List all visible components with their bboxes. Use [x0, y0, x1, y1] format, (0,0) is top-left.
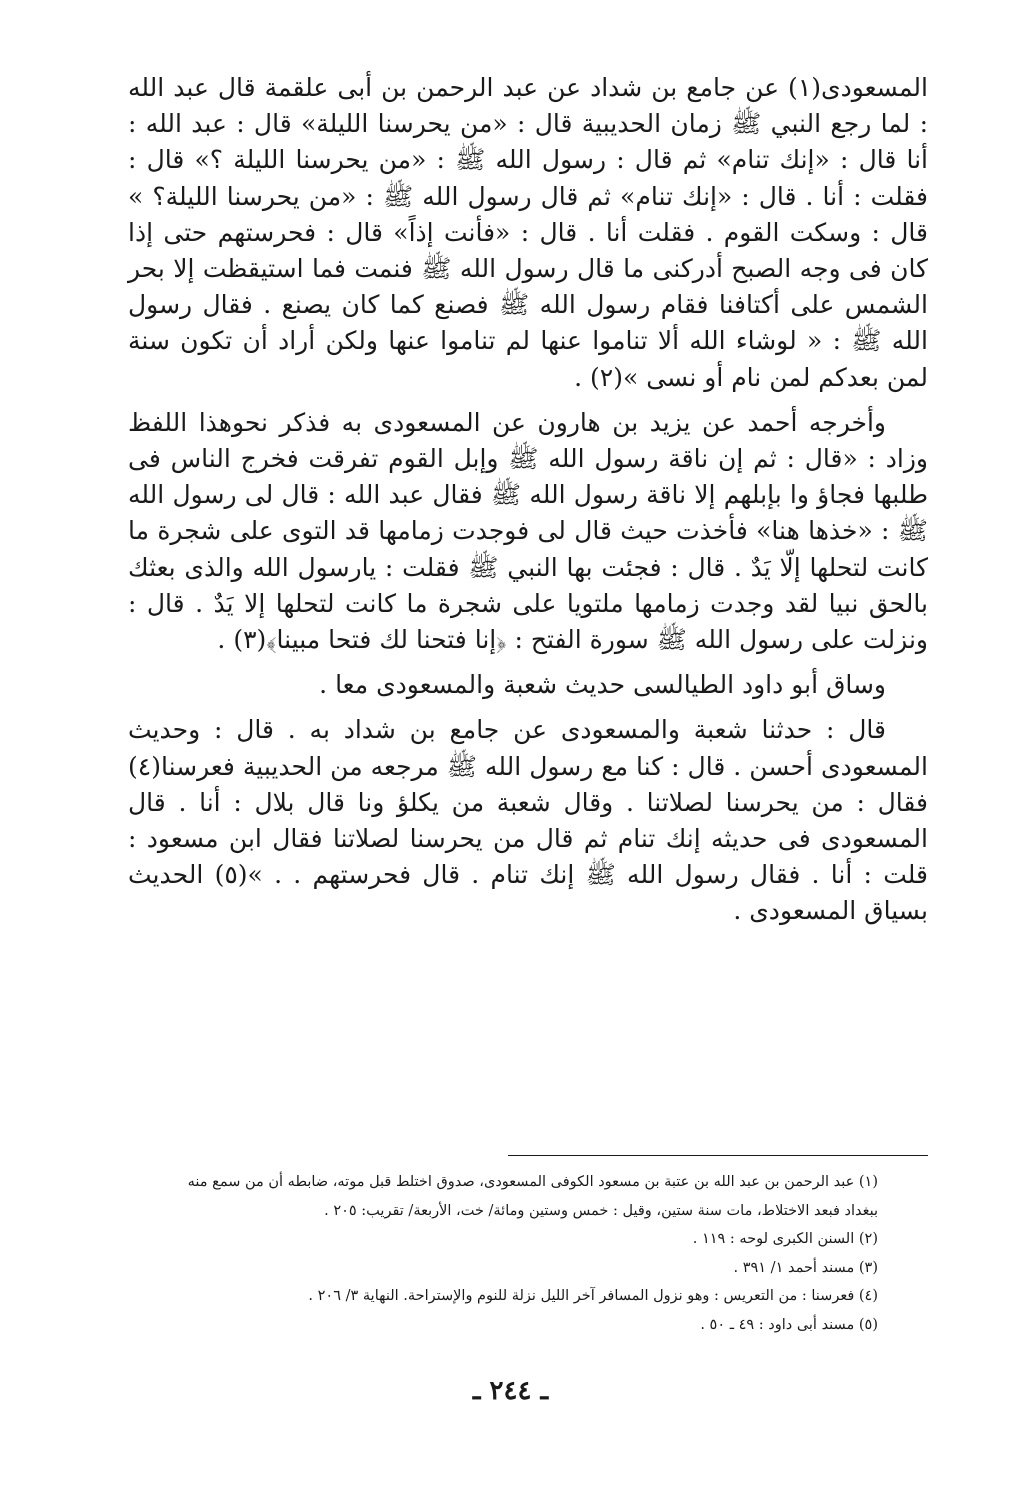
footnote-5: (٥) مسند أبى داود : ٤٩ ـ ٥٠ . [700, 1316, 878, 1333]
paragraph-2: وأخرجه أحمد عن يزيد بن هارون عن المسعودى به فذكر نحوهذا اللفظ وزاد : «قال : ثم إن ناقة رسول الله ﷺ وإبل القوم تفرقت فخرج الناس فى طلبها فجاؤ وا بإبلهم إلا ناقة رسول الله ﷺ فقال عبد الله : قال لى رسول الله ﷺ : «خذها هنا» فأخذت حيث قال لى فوجدت زمامها قد التوى على شجرة ما كانت لتحلها إلّا يَدٌ . قال : فجئت بها النبي ﷺ فقلت : يارسول الله والذى بعثك بالحق نبيا لقد وجدت زمامها ملتويا على شجرة ما كانت لتحلها إلا يَدٌ . قال : ونزلت على رسول الله ﷺ سورة الفتح : ﴿إنا فتحنا لك فتحا مبينا﴾(٣) . [128, 407, 928, 655]
main-text [128, 70, 928, 930]
footnote-divider [508, 1155, 928, 1156]
page-number: ـ ٢٤٤ ـ [472, 1376, 549, 1406]
paragraph-3: وساق أبو داود الطيالسى حديث شعبة والمسعودى معا . [319, 670, 886, 700]
paragraph-1: المسعودى(١) عن جامع بن شداد عن عبد الرحمن بن أبى علقمة قال عبد الله : لما رجع النبي ﷺ زمان الحديبية قال : «من يحرسنا الليلة» قال : عبد الله : أنا قال : «إنك تنام» ثم قال : رسول الله ﷺ : «من يحرسنا الليلة ؟» قال : فقلت : أنا . قال : «إنك تنام» ثم قال رسول الله ﷺ : «من يحرسنا الليلة؟ » قال : وسكت القوم . فقلت أنا . قال : «فأنت إذاً» قال : فحرستهم حتى إذا كان فى وجه الصبح أدركنى ما قال رسول الله ﷺ فنمت فما استيقظت إلا بحر الشمس على أكتافنا فقام رسول الله ﷺ فصنع كما كان يصنع . فقال رسول الله ﷺ : « لوشاء الله ألا تناموا عنها لم تناموا عنها ولكن أراد أن تكون سنة لمن بعدكم لمن نام أو نسى »(٢) . [128, 73, 928, 392]
footnote-1-line-2: ببغداد فبعد الاختلاط، مات سنة ستين، وقيل : خمس وستين ومائة/ خت، الأربعة/ تقريب: ٢٠٥ . [324, 1202, 878, 1219]
paragraph-4: قال : حدثنا شعبة والمسعودى عن جامع بن شداد به . قال : وحديث المسعودى أحسن . قال : كنا مع رسول الله ﷺ مرجعه من الحديبية فعرسنا(٤) فقال : من يحرسنا لصلاتنا . وقال شعبة من يكلؤ ونا قال بلال : أنا . قال المسعودى فى حديثه إنك تنام ثم قال من يحرسنا لصلاتنا فقال ابن مسعود : قلت : أنا . فقال رسول الله ﷺ إنك تنام . قال فحرستهم . . »(٥) الحديث بسياق المسعودى . [128, 715, 928, 926]
footnote-1-line-1: (١) عبد الرحمن بن عبد الله بن عتبة بن مسعود الكوفى المسعودى، صدوق اختلط قبل موته، ضابطه أن من سمع منه [187, 1174, 878, 1190]
footnote-4: (٤) فعرسنا : من التعريس : وهو نزول المسافر آخر الليل نزلة للنوم والإستراحة. النهاية ٣/ ٢٠٦ . [308, 1288, 878, 1305]
footnotes [118, 1168, 878, 1340]
footnote-3: (٣) مسند أحمد ١/ ٣٩١ . [733, 1259, 878, 1276]
footnote-2: (٢) السنن الكبرى لوحه : ١١٩ . [692, 1231, 878, 1248]
